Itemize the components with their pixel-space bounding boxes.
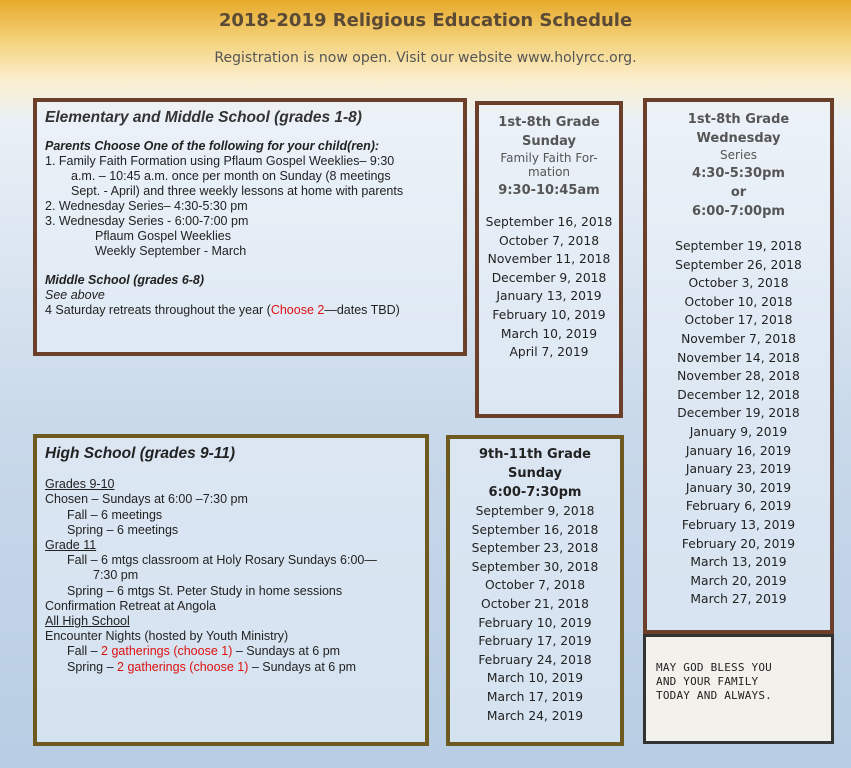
confirmation-retreat: Confirmation Retreat at Angola xyxy=(45,598,216,613)
wednesday-or: or xyxy=(730,185,747,200)
option-1-line-c: Sept. - April) and three weekly lessons at home with parents xyxy=(71,184,404,198)
grade-11-fall-a: Fall – 6 mtgs classroom at Holy Rosary Sundays 6:00— xyxy=(67,553,377,568)
date-item: December 19, 2018 xyxy=(677,406,800,421)
sunday-date-list xyxy=(479,213,619,362)
date-item: March 24, 2019 xyxy=(486,708,584,723)
wednesday-sub: Series xyxy=(720,148,757,162)
date-item: September 19, 2018 xyxy=(675,239,802,253)
date-item: February 10, 2019 xyxy=(478,615,592,630)
registration-notice: Registration is now open. Visit our website www.holyrcc.org. xyxy=(214,50,637,66)
wednesday-schedule xyxy=(643,98,834,634)
encounter-nights: Encounter Nights (hosted by Youth Ministry) xyxy=(45,629,289,644)
date-item: September 23, 2018 xyxy=(471,541,599,556)
date-item: October 7, 2018 xyxy=(484,578,586,593)
option-3-detail-a: Pflaum Gospel Weeklies xyxy=(95,229,231,243)
date-item: October 21, 2018 xyxy=(481,596,589,611)
chosen-fall: Fall – 6 meetings xyxy=(67,507,163,522)
elementary-heading: Elementary and Middle School (grades 1-8) xyxy=(45,109,362,126)
date-item: February 13, 2019 xyxy=(681,517,796,532)
date-item: January 30, 2019 xyxy=(685,480,792,495)
hs-sunday-title-2: Sunday xyxy=(507,466,563,481)
date-item: October 7, 2018 xyxy=(498,233,600,248)
date-item: November 7, 2018 xyxy=(681,331,796,346)
blessing-card xyxy=(643,634,834,744)
date-item: September 9, 2018 xyxy=(475,504,595,518)
date-item: December 9, 2018 xyxy=(491,270,607,285)
hs-sunday-title-1: 9th-11th Grade xyxy=(479,447,591,462)
sunday-sub-1: Family Faith For- xyxy=(500,151,598,165)
chosen-line: Chosen – Sundays at 6:00 –7:30 pm xyxy=(45,492,248,507)
chosen-spring: Spring – 6 meetings xyxy=(67,522,179,537)
date-item: February 17, 2019 xyxy=(478,634,592,649)
date-item: November 14, 2018 xyxy=(677,350,800,365)
date-item: October 17, 2018 xyxy=(684,313,793,328)
date-item: January 23, 2019 xyxy=(685,462,792,477)
sunday-title-2: Sunday xyxy=(521,134,577,149)
date-item: September 16, 2018 xyxy=(471,522,599,537)
date-item: October 10, 2018 xyxy=(684,294,793,309)
wednesday-time-1: 4:30-5:30pm xyxy=(692,166,785,181)
grade-11-fall-b: 7:30 pm xyxy=(93,568,139,583)
wednesday-title-2: Wednesday xyxy=(696,131,781,146)
option-1-line-b: a.m. – 10:45 a.m. once per month on Sunday (8 meetings xyxy=(71,169,391,183)
date-item: April 7, 2019 xyxy=(509,345,589,360)
date-item: March 10, 2019 xyxy=(500,326,598,341)
hs-sunday-time: 6:00-7:30pm xyxy=(488,485,582,500)
date-item: October 3, 2018 xyxy=(688,276,789,291)
sunday-sub-2: mation xyxy=(527,165,571,179)
date-item: February 10, 2019 xyxy=(492,307,606,322)
wednesday-title-1: 1st-8th Grade xyxy=(687,112,790,127)
date-item: September 26, 2018 xyxy=(675,257,802,272)
option-2: 2. Wednesday Series– 4:30-5:30 pm xyxy=(45,199,248,213)
grade-11-label: Grade 11 xyxy=(45,538,97,553)
date-item: March 20, 2019 xyxy=(690,573,787,588)
sunday-time: 9:30-10:45am xyxy=(498,183,600,198)
high-school-section xyxy=(33,434,429,746)
date-item: February 20, 2019 xyxy=(681,536,796,551)
retreats-line: 4 Saturday retreats throughout the year (Choose 2—dates TBD) xyxy=(45,303,400,317)
date-item: March 10, 2019 xyxy=(486,671,584,686)
date-item: March 13, 2019 xyxy=(690,555,787,570)
date-item: September 16, 2018 xyxy=(485,215,613,229)
grades-9-10-label: Grades 9-10 xyxy=(45,477,115,492)
date-item: January 13, 2019 xyxy=(496,289,602,304)
wednesday-date-list xyxy=(647,237,830,609)
all-high-school-label: All High School xyxy=(45,614,130,629)
option-3: 3. Wednesday Series - 6:00-7:00 pm xyxy=(45,214,249,228)
date-item: March 17, 2019 xyxy=(486,689,584,704)
page-title: 2018-2019 Religious Education Schedule xyxy=(218,10,633,31)
sunday-schedule xyxy=(475,101,623,418)
option-1-line-a: 1. Family Faith Formation using Pflaum Gospel Weeklies– 9:30 xyxy=(45,154,395,168)
date-item: November 11, 2018 xyxy=(487,252,611,267)
elementary-section xyxy=(33,98,467,356)
encounter-fall: Fall – 2 gatherings (choose 1) – Sundays at 6 pm xyxy=(67,644,341,659)
encounter-spring: Spring – 2 gatherings (choose 1) – Sundays at 6 pm xyxy=(67,659,357,674)
middle-school-heading: Middle School (grades 6-8) xyxy=(45,273,205,287)
date-item: September 30, 2018 xyxy=(471,559,599,574)
option-3-detail-b: Weekly September - March xyxy=(95,244,247,258)
wednesday-time-2: 6:00-7:00pm xyxy=(692,204,785,219)
middle-school-see-above: See above xyxy=(45,288,105,302)
date-item: March 27, 2019 xyxy=(690,592,787,607)
high-school-heading: High School (grades 9-11) xyxy=(45,445,236,462)
date-item: December 12, 2018 xyxy=(677,387,800,402)
date-item: January 16, 2019 xyxy=(685,443,792,458)
hs-sunday-date-list xyxy=(450,502,620,725)
sunday-title-1: 1st-8th Grade xyxy=(498,115,600,130)
date-item: January 9, 2019 xyxy=(689,424,788,439)
blessing-text: MAY GOD BLESS YOU AND YOUR FAMILY TODAY AND ALWAYS. xyxy=(656,661,772,702)
date-item: November 28, 2018 xyxy=(677,369,800,384)
parents-heading: Parents Choose One of the following for your child(ren): xyxy=(45,139,380,153)
high-school-sunday-schedule xyxy=(446,435,624,746)
grade-11-spring: Spring – 6 mtgs St. Peter Study in home sessions xyxy=(67,583,343,598)
date-item: February 24, 2018 xyxy=(478,652,592,667)
date-item: February 6, 2019 xyxy=(685,499,792,514)
